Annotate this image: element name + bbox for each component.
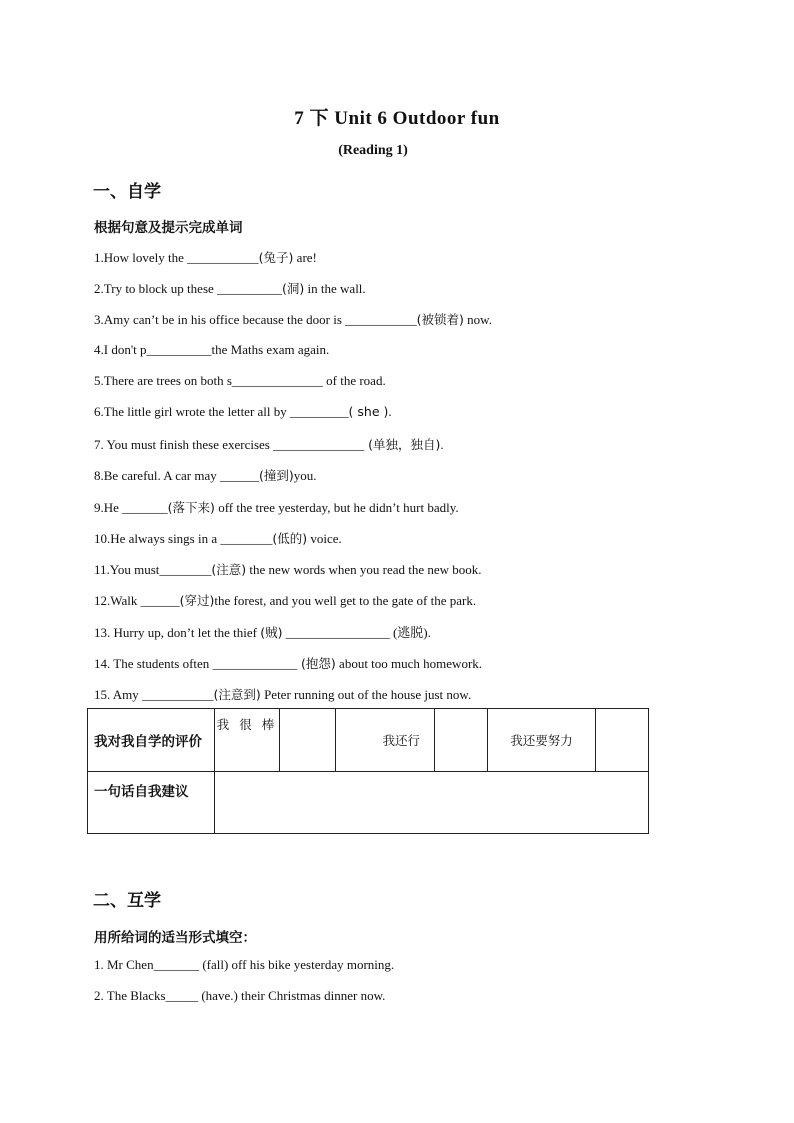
question-hint: (穿过) — [179, 593, 215, 609]
question-item — [94, 622, 431, 641]
answer-blank[interactable]: __________ — [146, 341, 212, 357]
question-item — [94, 248, 317, 266]
question-hint: (低的) — [272, 530, 308, 546]
question-hint: (注意) — [211, 562, 247, 577]
answer-blank[interactable]: ______ — [140, 593, 180, 609]
question-text-end: you. — [293, 468, 317, 484]
section2-instruction: 用所给词的适当形式填空： — [94, 930, 256, 946]
question-text-end: now. — [463, 312, 492, 328]
question-text: 6.The little girl wrote the letter all by — [94, 404, 291, 419]
question-item — [94, 591, 476, 609]
question-hint: (被锁着) — [416, 312, 464, 328]
question-text: 15. Amy — [94, 686, 143, 702]
question-text-end: the Maths exam again. — [211, 341, 330, 357]
question-item — [94, 466, 317, 484]
question-text: 7. You must finish these exercises — [94, 437, 274, 453]
question-text: 10.He always sings in a — [94, 530, 221, 546]
question-text: 4.I don't p — [94, 341, 147, 357]
question-hint: (抱怨) — [297, 655, 336, 671]
question-text-end: Peter running out of the house just now. — [260, 686, 472, 702]
question-text: 14. The students often — [94, 655, 213, 671]
question-text-end: off the tree yesterday, but he didn’t hurt badly. — [214, 499, 459, 515]
question-hint: (落下来) — [167, 499, 215, 515]
answer-blank[interactable]: ___________ — [187, 250, 259, 265]
question-item: 1. Mr Chen_______ (fall) off his bike yesterday morning. — [94, 957, 395, 972]
question-text: 1.How lovely the — [94, 250, 188, 265]
evaluation-checkbox-try-harder[interactable] — [596, 709, 649, 772]
question-hint: ( she ) — [348, 404, 389, 419]
answer-blank[interactable]: ______________ — [231, 372, 323, 388]
question-text-end: . — [388, 404, 392, 419]
answer-blank[interactable]: __________ — [217, 281, 283, 297]
question-hint: (单独，独自) — [364, 437, 441, 453]
question-hint: (撞到) — [258, 468, 294, 484]
suggestion-input-area[interactable] — [215, 772, 649, 834]
section1-instruction: 根据句意及提示完成单词 — [94, 220, 243, 236]
question-text: 8.Be careful. A car may — [94, 468, 220, 484]
evaluation-row — [88, 709, 649, 772]
evaluation-option-great: 我 很 棒 — [215, 709, 280, 772]
answer-blank[interactable]: _____________ — [212, 655, 298, 671]
section2-heading: 二、互学 — [93, 891, 161, 911]
question-text-end: ________________ (逃脱). — [282, 625, 431, 641]
question-text: 5.There are trees on both s — [94, 372, 232, 388]
evaluation-option-ok: 我还行 — [336, 709, 435, 772]
question-text-end: the forest, and you well get to the gate of the park. — [214, 593, 477, 609]
question-text: 3.Amy can’t be in his office because the door is — [94, 312, 346, 328]
page-title: 7 下 Unit 6 Outdoor fun — [294, 108, 500, 129]
question-item — [94, 560, 482, 578]
question-text: 13. Hurry up, don’t let the thief — [94, 625, 261, 641]
suggestion-label: 一句话自我建议 — [88, 772, 215, 834]
evaluation-checkbox-ok[interactable] — [435, 709, 488, 772]
answer-blank[interactable]: ___________ — [142, 686, 214, 702]
question-text: 12.Walk — [94, 593, 141, 609]
question-hint: (贼) — [260, 625, 283, 641]
question-text: 11.You must — [94, 562, 160, 577]
answer-blank[interactable]: ________ — [159, 562, 212, 577]
question-item — [94, 654, 482, 672]
question-item — [94, 529, 342, 547]
answer-blank[interactable]: _______ — [122, 499, 168, 515]
answer-blank[interactable]: ______ — [219, 468, 259, 484]
evaluation-checkbox-great[interactable] — [280, 709, 336, 772]
question-hint: (注意到) — [213, 686, 261, 702]
question-item — [94, 404, 392, 420]
answer-blank[interactable]: ___________ — [345, 312, 417, 328]
question-item — [94, 342, 329, 358]
question-item — [94, 685, 471, 703]
question-text: 2.Try to block up these — [94, 281, 218, 297]
question-text-end: the new words when you read the new book. — [246, 562, 482, 577]
section1-heading: 一、自学 — [93, 182, 161, 202]
answer-blank[interactable]: _________ — [290, 404, 349, 419]
answer-blank[interactable]: ________ — [220, 530, 273, 546]
question-hint: (兔子) — [258, 250, 294, 265]
question-item — [94, 435, 444, 453]
question-item — [94, 498, 459, 516]
question-item — [94, 373, 386, 389]
question-text-end: in the wall. — [304, 281, 366, 297]
question-text-end: voice. — [307, 530, 342, 546]
question-item: 2. The Blacks_____ (have.) their Christmas dinner now. — [94, 988, 386, 1003]
question-text: 9.He — [94, 499, 123, 515]
question-item — [94, 310, 492, 328]
question-item — [94, 279, 366, 297]
question-text-end: of the road. — [322, 372, 386, 388]
suggestion-row — [88, 772, 649, 834]
question-hint: (洞) — [282, 281, 305, 297]
page-subtitle: (Reading 1) — [338, 143, 408, 158]
question-text-end: are! — [293, 250, 317, 265]
evaluation-option-try-harder: 我还要努力 — [488, 709, 596, 772]
self-evaluation-table — [87, 708, 649, 834]
question-text-end: about too much homework. — [335, 655, 483, 671]
answer-blank[interactable]: ______________ — [273, 437, 365, 453]
evaluation-label: 我对我自学的评价 — [88, 709, 215, 772]
question-text-end: . — [440, 437, 444, 453]
